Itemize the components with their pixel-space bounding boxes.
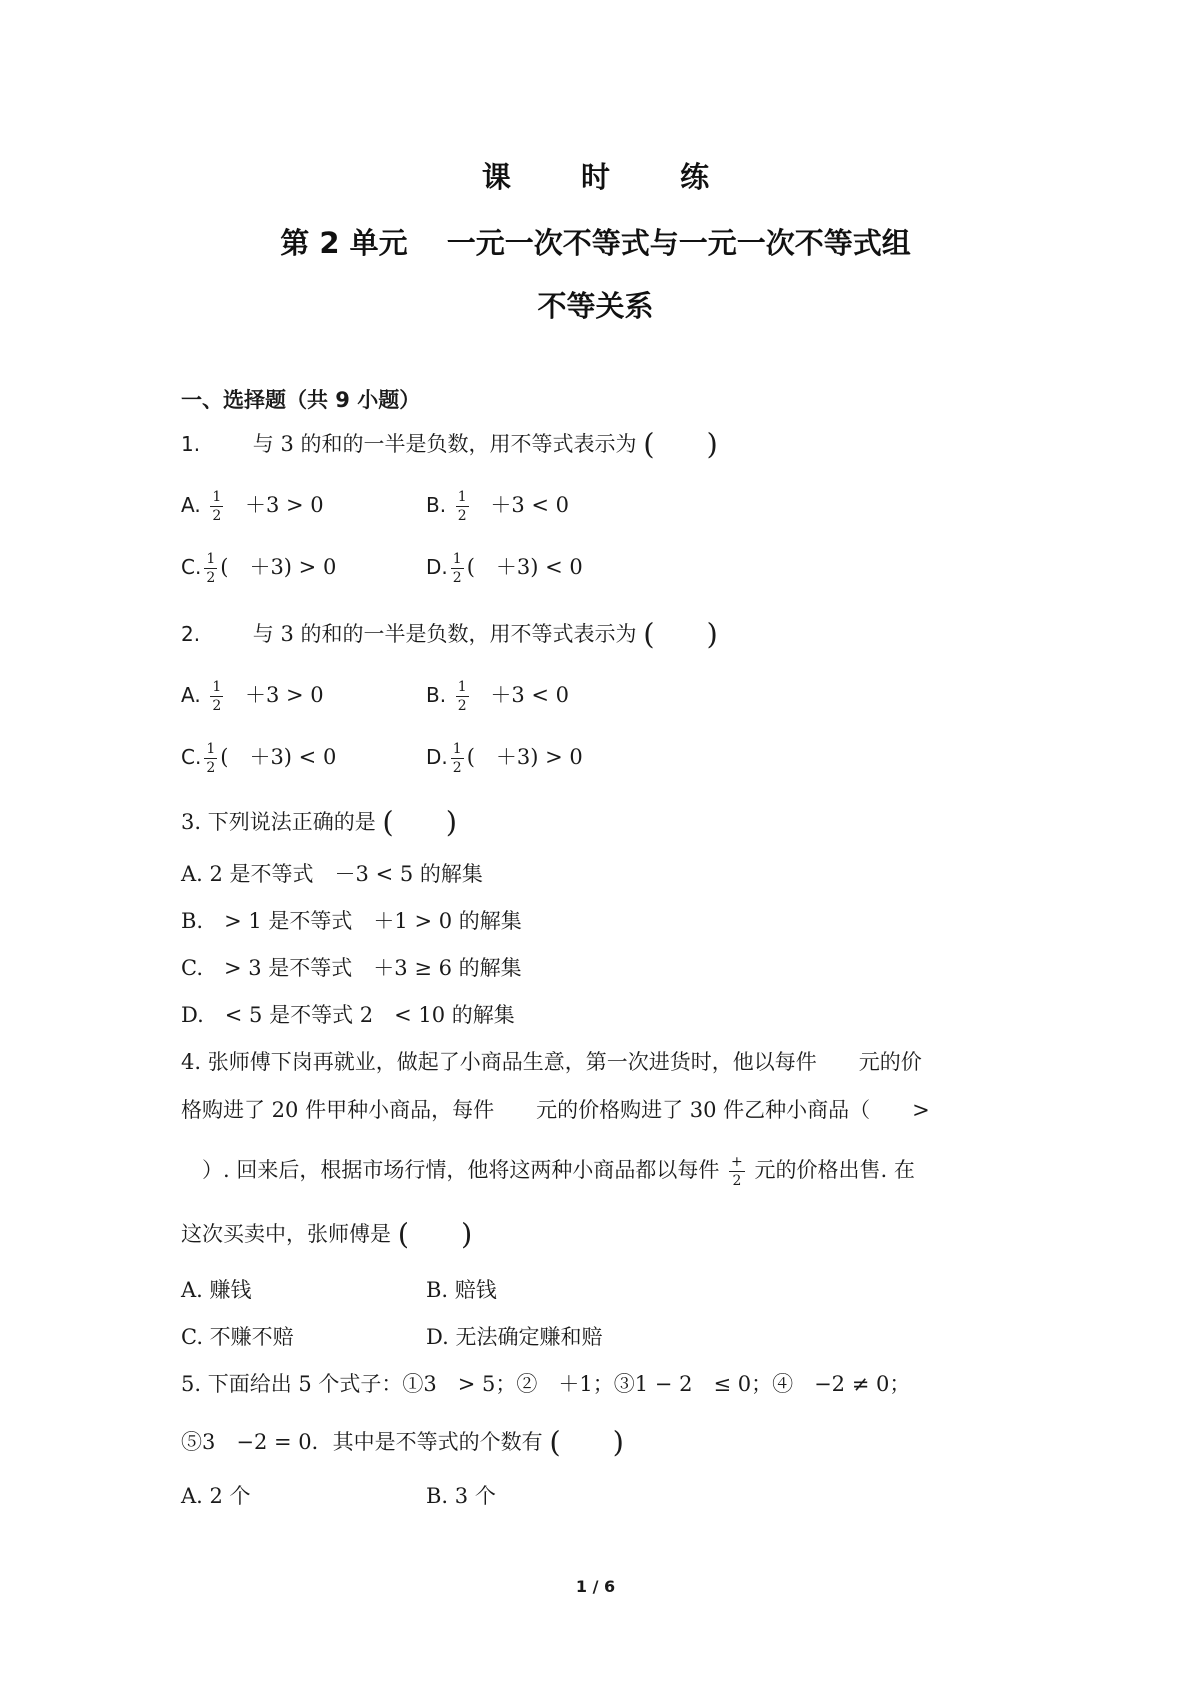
question-number: 1. xyxy=(181,432,201,456)
q3-option-a[interactable]: A. 2 是不等式 －3 < 5 的解集 xyxy=(181,862,483,886)
q4-option-a[interactable]: A. 赚钱 xyxy=(181,1278,252,1302)
question-2-stem xyxy=(181,617,718,651)
fraction: $\frac{1}{2}$ xyxy=(212,679,222,714)
q1-option-a[interactable] xyxy=(181,490,324,523)
document-title: 课 时 练 xyxy=(481,160,740,194)
option-expression: ＋3 < 0 xyxy=(490,683,570,707)
fraction: $\frac{1}{2}$ xyxy=(206,741,216,776)
answer-paren-open: ( xyxy=(397,1217,410,1251)
fraction: $\frac{1}{2}$ xyxy=(452,741,462,776)
question-4-line-4 xyxy=(181,1217,473,1251)
section-heading: 一、选择题（共 9 小题） xyxy=(181,388,421,412)
option-expression: ＋3 > 0 xyxy=(244,683,324,707)
q1-option-b[interactable] xyxy=(426,490,569,523)
answer-paren-close: ) xyxy=(706,427,718,461)
unit-title: 第 2 单元 一元一次不等式与一元一次不等式组 xyxy=(280,226,911,260)
question-3-stem xyxy=(181,805,458,839)
question-text: 与 3 的和的一半是负数，用不等式表示为 xyxy=(252,622,637,646)
option-expression: ＋3 > 0 xyxy=(244,493,324,517)
question-4-line-1: 4. 张师傅下岗再就业，做起了小商品生意，第一次进货时，他以每件 元的价 xyxy=(181,1050,922,1074)
question-text: 这次买卖中，张师傅是 xyxy=(181,1222,391,1246)
answer-paren-open: ( xyxy=(549,1425,561,1459)
option-expression: ( ＋3) > 0 xyxy=(466,745,583,769)
option-label: C. xyxy=(181,745,202,769)
fraction: $\frac{1}{2}$ xyxy=(452,551,462,586)
page-number: 1 / 6 xyxy=(575,1577,616,1596)
option-label: B. xyxy=(426,683,447,707)
option-label: A. xyxy=(181,493,201,517)
fraction: $\frac{1}{2}$ xyxy=(206,551,216,586)
option-expression: ＋3 < 0 xyxy=(490,493,570,517)
option-expression: ( ＋3) < 0 xyxy=(220,745,337,769)
fraction: $\frac{1}{2}$ xyxy=(212,489,222,524)
answer-paren-close: ) xyxy=(461,1217,473,1251)
question-4-line-3: ）. 回来后，根据市场行情，他将这两种小商品都以每件 $\frac{+}{2}$ 元的价格出售. 在 xyxy=(181,1154,915,1189)
q1-option-c[interactable] xyxy=(181,552,336,585)
q1-option-d[interactable] xyxy=(426,552,583,585)
option-label: D. xyxy=(426,555,448,579)
answer-paren-open: ( xyxy=(382,805,394,839)
question-text: 3. 下列说法正确的是 xyxy=(181,810,376,834)
option-label: D. xyxy=(426,745,448,769)
q4-option-b[interactable]: B. 赔钱 xyxy=(426,1278,497,1302)
q5-option-b[interactable]: B. 3 个 xyxy=(426,1484,496,1508)
option-expression: ( ＋3) < 0 xyxy=(466,555,583,579)
topic-title: 不等关系 xyxy=(537,289,654,323)
fraction: $\frac{1}{2}$ xyxy=(457,679,467,714)
answer-paren-close: ) xyxy=(612,1425,624,1459)
option-label: B. xyxy=(426,493,447,517)
answer-paren-open: ( xyxy=(643,617,655,651)
q3-option-b[interactable]: B. > 1 是不等式 ＋1 > 0 的解集 xyxy=(181,909,522,933)
question-number: 2. xyxy=(181,622,201,646)
answer-paren-close: ) xyxy=(706,617,718,651)
q2-option-d[interactable] xyxy=(426,742,583,775)
q5-option-a[interactable]: A. 2 个 xyxy=(181,1484,251,1508)
fraction: $\frac{+}{2}$ xyxy=(731,1154,743,1189)
q2-option-b[interactable] xyxy=(426,680,569,713)
option-label: A. xyxy=(181,683,201,707)
q3-option-c[interactable]: C. > 3 是不等式 ＋3 ≥ 6 的解集 xyxy=(181,956,522,980)
question-text: 与 3 的和的一半是负数，用不等式表示为 xyxy=(252,432,637,456)
question-1-stem xyxy=(181,427,718,461)
q2-option-a[interactable] xyxy=(181,680,324,713)
q4-option-d[interactable]: D. 无法确定赚和赔 xyxy=(426,1325,603,1349)
question-4-line-2: 格购进了 20 件甲种小商品，每件 元的价格购进了 30 件乙种小商品（ > xyxy=(181,1098,930,1122)
fraction: $\frac{1}{2}$ xyxy=(457,489,467,524)
option-label: C. xyxy=(181,555,202,579)
q4-option-c[interactable]: C. 不赚不赔 xyxy=(181,1325,294,1349)
question-5-line-1: 5. 下面给出 5 个式子：①3 > 5；② ＋1；③1 − 2 ≤ 0；④ −2 ≠ 0； xyxy=(181,1372,911,1396)
answer-paren-open: ( xyxy=(643,427,655,461)
question-5-line-2 xyxy=(181,1425,624,1459)
q3-option-d[interactable]: D. < 5 是不等式 2 < 10 的解集 xyxy=(181,1003,515,1027)
question-text: ⑤3 −2 = 0．其中是不等式的个数有 xyxy=(181,1430,543,1454)
option-expression: ( ＋3) > 0 xyxy=(220,555,337,579)
answer-paren-close: ) xyxy=(445,805,458,839)
q2-option-c[interactable] xyxy=(181,742,336,775)
